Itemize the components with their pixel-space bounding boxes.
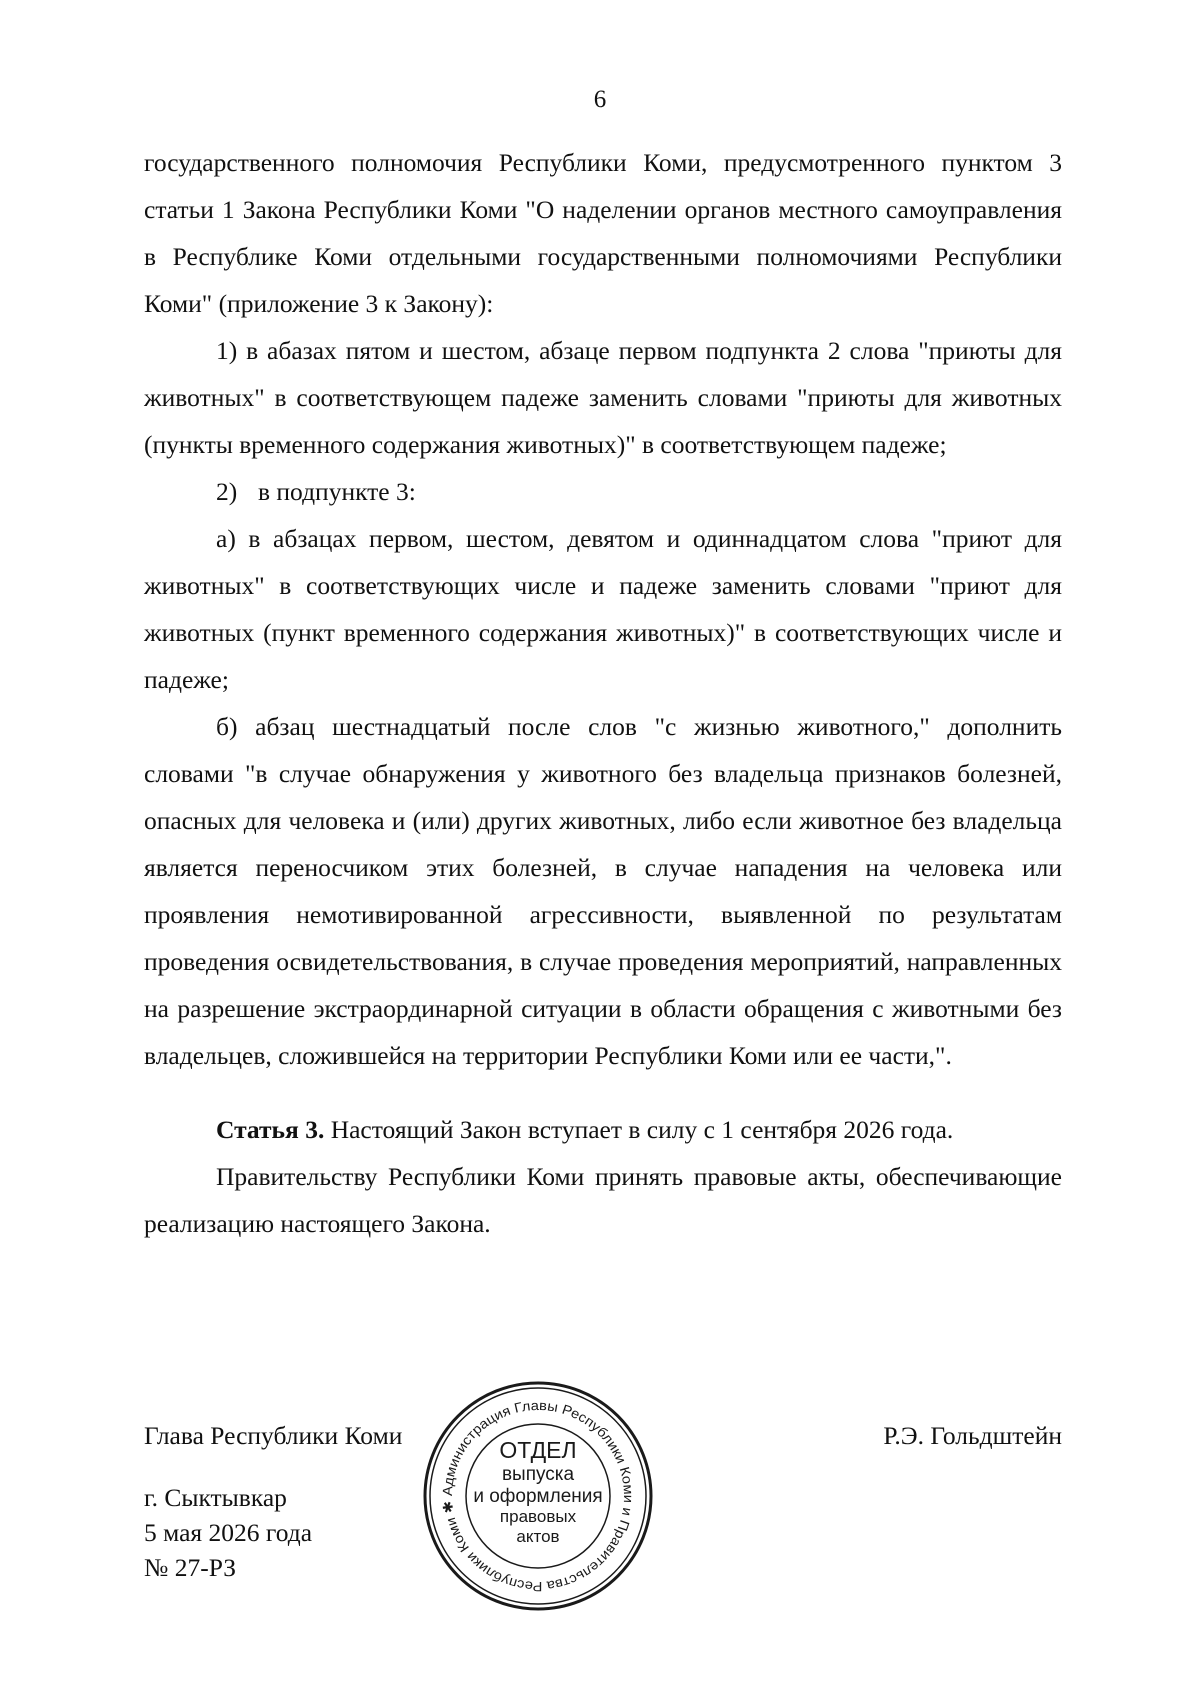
paragraph-item-2	[144, 468, 1062, 515]
date: 5 мая 2026 года	[144, 1518, 313, 1547]
paragraph-government: Правительству Республики Коми принять правовые акты, обеспечивающие реализацию настоящего Закона.	[144, 1162, 1062, 1238]
law-body	[144, 139, 1062, 1247]
seal-ring-text: Администрация Главы Республики Коми и Правительства Республики Коми ✱	[439, 1397, 637, 1595]
article-3-label: Статья 3.	[216, 1115, 325, 1144]
paragraph-subitem-b: б) абзац шестнадцатый после слов "с жизнью животного," дополнить словами "в случае обнаружения у животного без владельца признаков болезней, опасных для человека и (или) других животных, либо если животное без владельца является переносчиком этих болезней, в случае нападения на человека или проявления немотивированной агрессивности, выявленной по результатам проведения освидетельствования, в случае проведения мероприятий, направленных на разрешение экстраординарной ситуации в области обращения с животными без владельцев, сложившейся на территории Республики Коми или ее части,".	[144, 712, 1062, 1070]
page-number: 6	[593, 86, 607, 113]
seal-center-line-3: и оформления	[473, 1486, 603, 1507]
signatory-name: Р.Э. Гольдштейн	[883, 1421, 1062, 1450]
paragraph-subitem-a: а) в абзацах первом, шестом, девятом и одиннадцатом слова "приют для животных" в соответствующих числе и падеже заменить словами "приют для животных (пункт временного содержания животных)" в соответствующих числе и падеже;	[144, 524, 1062, 694]
signatory-title: Глава Республики Коми	[144, 1421, 403, 1450]
item-2-number: 2)	[216, 477, 238, 506]
paragraph-continuation: государственного полномочия Республики Коми, предусмотренного пунктом 3 статьи 1 Закона Республики Коми "О наделении органов местного самоуправления в Республике Коми отдельными государственными полномочиями Республики Коми" (приложение 3 к Закону):	[144, 148, 1062, 318]
place-block	[144, 1480, 312, 1585]
paragraph-item-1: 1) в абазах пятом и шестом, абзаце первом подпункта 2 слова "приюты для животных" в соответствующем падеже заменить словами "приюты для животных (пункты временного содержания животных)" в соответствующем падеже;	[144, 336, 1062, 459]
article-3	[144, 1106, 1062, 1153]
seal-center-line-5: актов	[516, 1527, 560, 1546]
item-2-text: в подпункте 3:	[258, 477, 416, 506]
law-number: № 27-РЗ	[144, 1553, 236, 1582]
city: г. Сыктывкар	[144, 1483, 287, 1512]
article-3-text: Настоящий Закон вступает в силу с 1 сентября 2026 года.	[324, 1115, 954, 1144]
seal-center-line-2: выпуска	[501, 1464, 575, 1485]
seal-center-line-1: ОТДЕЛ	[499, 1437, 577, 1463]
seal-center-line-4: правовых	[499, 1507, 577, 1526]
official-seal-stamp	[420, 1378, 656, 1614]
